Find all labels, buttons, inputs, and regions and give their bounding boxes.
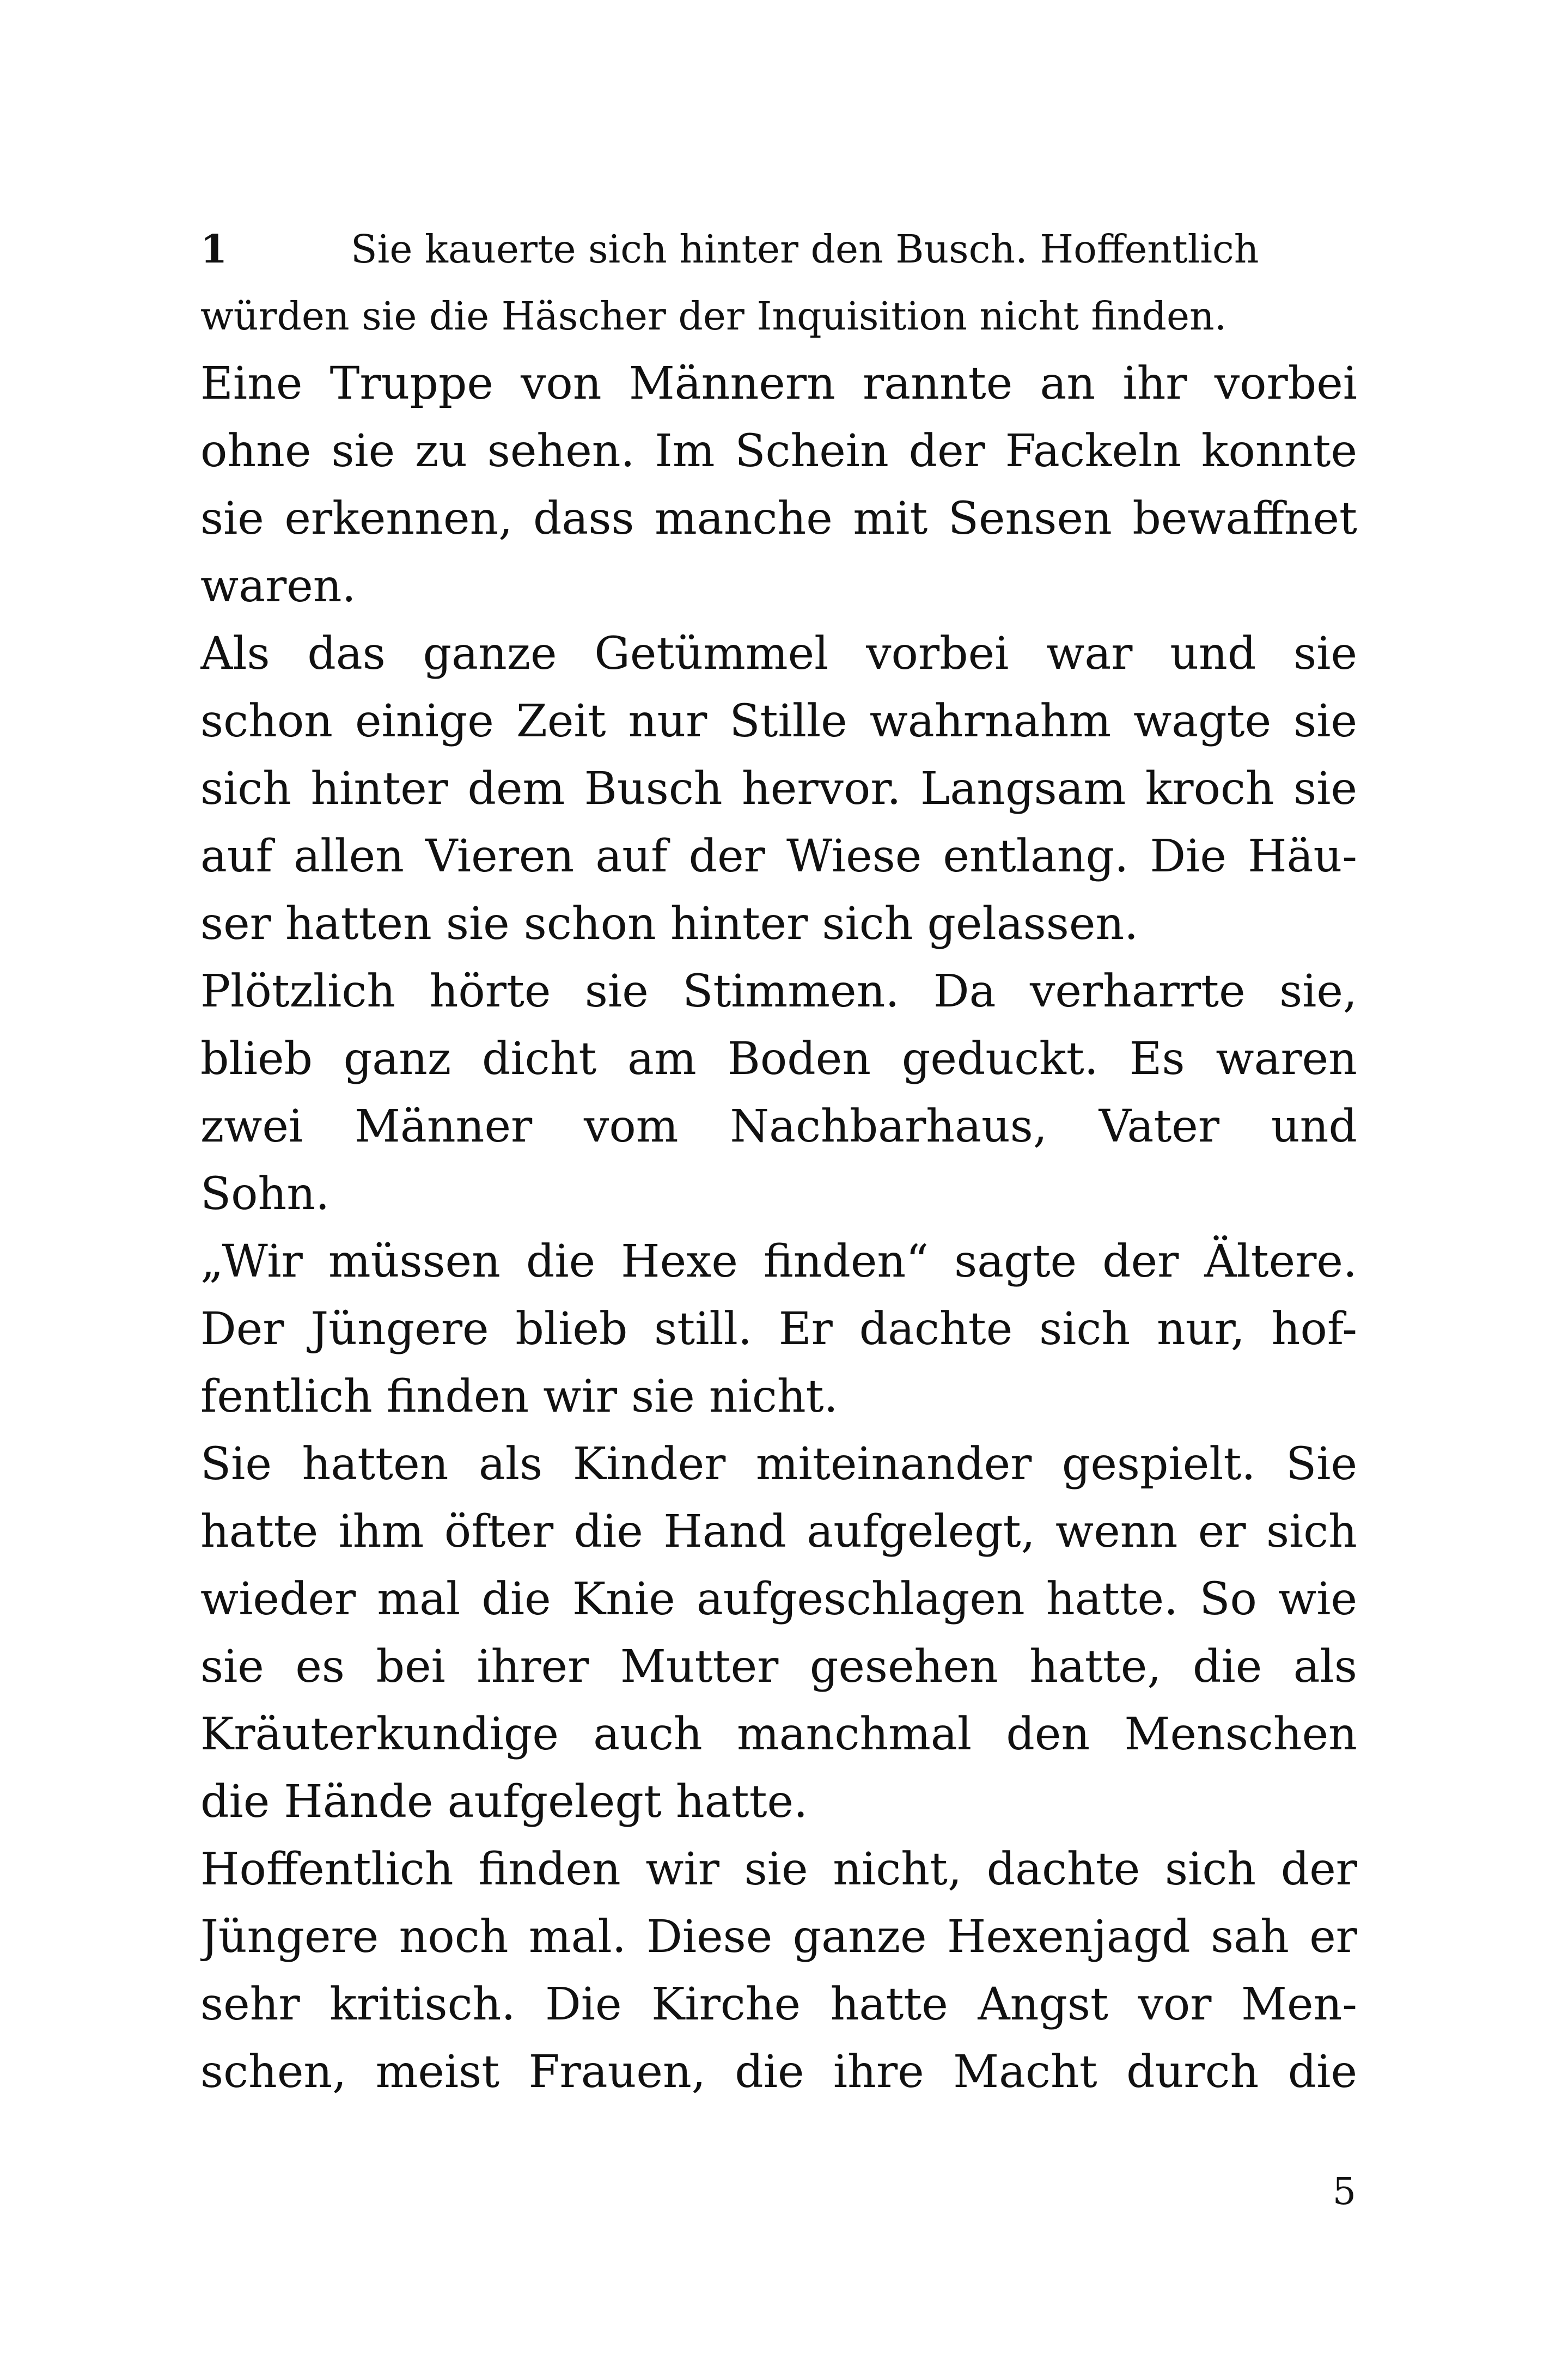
text-line: schon einige Zeit nur Stille wahrnahm wagte sie — [200, 695, 1357, 747]
text-line: Kräuterkundige auch manchmal den Menschen — [200, 1708, 1357, 1760]
text-line: zwei Männer vom Nachbarhaus, Vater und — [200, 1101, 1357, 1152]
page-number: 5 — [1332, 2170, 1356, 2213]
text-line: ser hatten sie schon hinter sich gelassen. — [200, 898, 1139, 950]
text-line: Der Jüngere blieb still. Er dachte sich nur, hof- — [200, 1303, 1357, 1355]
text-line: „Wir müssen die Hexe finden“ sagte der Ältere. — [200, 1236, 1357, 1287]
text-line: sehr kritisch. Die Kirche hatte Angst vor Men- — [200, 1979, 1357, 2030]
chapter-opening-line — [200, 215, 1357, 283]
text-line: schen, meist Frauen, die ihre Macht durch die — [200, 2046, 1357, 2098]
text-line: auf allen Vieren auf der Wiese entlang. Die Häu- — [200, 831, 1357, 882]
text-line: sie erkennen, dass manche mit Sensen bewaffnet — [200, 493, 1357, 545]
text-line: Jüngere noch mal. Diese ganze Hexenjagd sah er — [200, 1911, 1357, 1963]
text-line: hatte ihm öfter die Hand aufgelegt, wenn er sich — [200, 1506, 1357, 1558]
text-line: sich hinter dem Busch hervor. Langsam kroch sie — [200, 763, 1357, 815]
text-line: Plötzlich hörte sie Stimmen. Da verharrte sie, — [200, 966, 1357, 1017]
text-line: Sie hatten als Kinder miteinander gespielt. Sie — [200, 1438, 1357, 1490]
text-line: blieb ganz dicht am Boden geduckt. Es waren — [200, 1033, 1357, 1085]
text-line: Eine Truppe von Männern rannte an ihr vorbei — [200, 358, 1357, 410]
text-line: sie es bei ihrer Mutter gesehen hatte, die als — [200, 1641, 1357, 1693]
text-line: Sohn. — [200, 1168, 330, 1220]
text-line: fentlich finden wir sie nicht. — [200, 1371, 838, 1423]
chapter-number: 1 — [200, 226, 228, 272]
text-line: wieder mal die Knie aufgeschlagen hatte. So wie — [200, 1573, 1357, 1625]
text-line: die Hände aufgelegt hatte. — [200, 1776, 808, 1828]
chapter-first-line-text: Sie kauerte sich hinter den Busch. Hoffentlich — [351, 227, 1259, 272]
body-text — [200, 215, 1357, 2106]
text-line: Hoffentlich finden wir sie nicht, dachte sich der — [200, 1844, 1357, 1895]
text-line: ohne sie zu sehen. Im Schein der Fackeln konnte — [200, 425, 1357, 477]
text-line: waren. — [200, 560, 356, 612]
text-line: würden sie die Häscher der Inquisition nicht finden. — [200, 294, 1227, 339]
text-line: Als das ganze Getümmel vorbei war und sie — [200, 628, 1357, 680]
